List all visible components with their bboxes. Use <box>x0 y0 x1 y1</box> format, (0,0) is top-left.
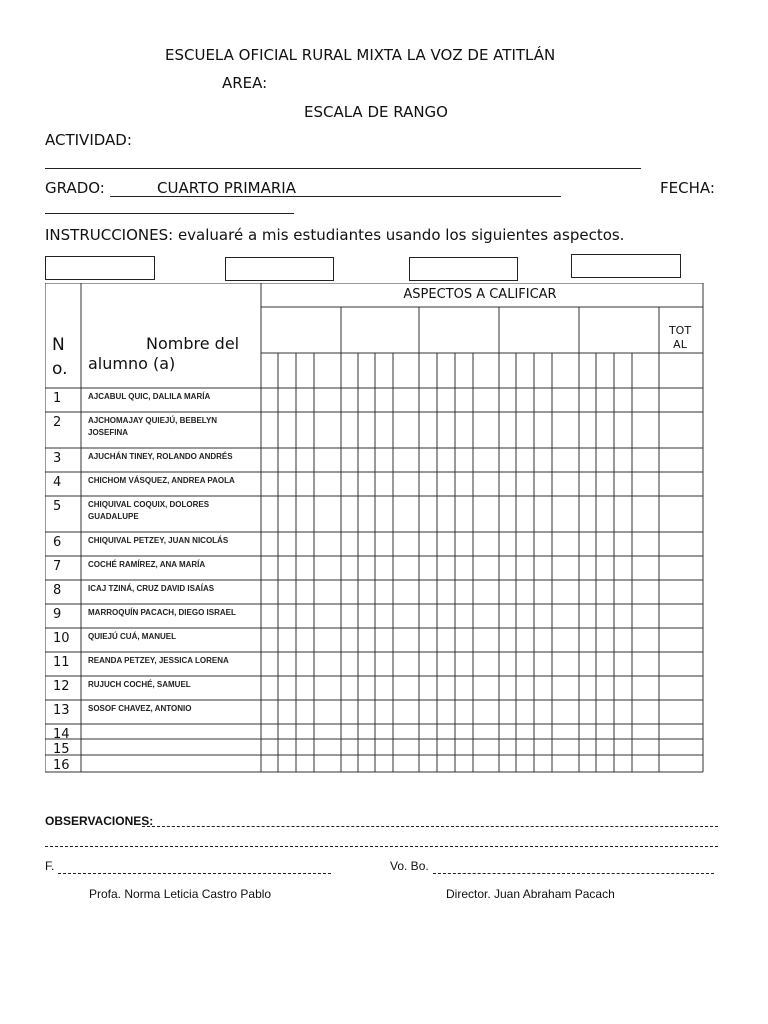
row-number: 3 <box>53 451 62 466</box>
row-number: 14 <box>53 727 70 742</box>
table-row <box>53 631 176 646</box>
vobo-line <box>433 873 714 874</box>
table-row <box>53 758 70 773</box>
name-header-line2: alumno (a) <box>88 354 176 373</box>
grading-table <box>45 283 705 775</box>
aspect-box-3[interactable] <box>409 257 518 281</box>
row-number: 9 <box>53 607 62 622</box>
row-number: 4 <box>53 475 62 490</box>
table-row <box>53 655 229 670</box>
firma-label: F. <box>45 859 55 873</box>
no-header-bottom: o. <box>52 359 68 379</box>
table-row <box>53 742 70 757</box>
row-number: 12 <box>53 679 70 694</box>
actividad-label: ACTIVIDAD: <box>45 131 132 149</box>
scale-title: ESCALA DE RANGO <box>304 103 448 121</box>
aspect-box-1[interactable] <box>45 256 155 280</box>
total-header-line2: AL <box>673 338 687 351</box>
school-title: ESCUELA OFICIAL RURAL MIXTA LA VOZ DE ATITLÁN <box>165 46 556 64</box>
observaciones-label: OBSERVACIONES: <box>45 814 154 828</box>
table-row <box>53 451 233 466</box>
table-row <box>53 415 217 437</box>
table-row <box>53 391 210 406</box>
aspects-header: ASPECTOS A CALIFICAR <box>403 287 557 302</box>
firma-line <box>58 873 331 874</box>
instrucciones-label: INSTRUCCIONES: <box>45 226 174 244</box>
table-row <box>53 559 205 574</box>
student-name-cont: GUADALUPE <box>88 512 139 521</box>
teacher-name: Profa. Norma Leticia Castro Pablo <box>89 887 272 901</box>
student-name: AJCABUL QUIC, DALILA MARÍA <box>88 392 211 401</box>
instrucciones-text: evaluaré a mis estudiantes usando los siguientes aspectos. <box>173 226 625 244</box>
student-name: SOSOF CHAVEZ, ANTONIO <box>88 704 192 713</box>
area-label: AREA: <box>222 74 268 92</box>
student-name: AJCHOMAJAY QUIEJÚ, BEBELYN <box>88 416 218 425</box>
observaciones-line-1 <box>142 826 718 827</box>
student-name: REANDA PETZEY, JESSICA LORENA <box>88 656 229 665</box>
row-number: 11 <box>53 655 70 670</box>
instrucciones <box>45 226 624 244</box>
row-number: 8 <box>53 583 62 598</box>
student-name: ICAJ TZINÁ, CRUZ DAVID ISAÍAS <box>88 584 215 593</box>
row-number: 7 <box>53 559 62 574</box>
student-name: QUIEJÚ CUÁ, MANUEL <box>88 632 177 641</box>
student-name: COCHÉ RAMÍREZ, ANA MARÍA <box>88 560 206 569</box>
aspect-box-4[interactable] <box>571 254 681 278</box>
aspect-box-2[interactable] <box>225 257 334 281</box>
row-number: 16 <box>53 758 70 773</box>
table-row <box>53 535 229 550</box>
row-number: 5 <box>53 499 62 514</box>
director-name: Director. Juan Abraham Pacach <box>446 887 615 901</box>
student-name-cont: JOSEFINA <box>88 428 129 437</box>
fecha-label: FECHA: <box>660 179 715 197</box>
table-row <box>53 499 210 521</box>
student-name: CHIQUIVAL PETZEY, JUAN NICOLÁS <box>88 536 229 545</box>
student-name: CHICHOM VÁSQUEZ, ANDREA PAOLA <box>88 476 235 485</box>
row-number: 15 <box>53 742 70 757</box>
fecha-line <box>45 213 294 214</box>
table-row <box>53 583 215 598</box>
row-number: 10 <box>53 631 70 646</box>
table-row <box>53 607 236 622</box>
name-header-line1: Nombre del <box>146 334 240 353</box>
student-name: CHIQUIVAL COQUIX, DOLORES <box>88 500 210 509</box>
student-name: RUJUCH COCHÉ, SAMUEL <box>88 680 191 689</box>
table-row <box>53 475 235 490</box>
row-number: 13 <box>53 703 70 718</box>
student-name: AJUCHÁN TINEY, ROLANDO ANDRÉS <box>88 452 233 461</box>
table-row <box>53 679 191 694</box>
actividad-line <box>45 168 641 169</box>
row-number: 2 <box>53 415 62 430</box>
total-header-line1: TOT <box>668 324 692 337</box>
row-number: 6 <box>53 535 62 550</box>
grado-label: GRADO: <box>45 179 105 197</box>
observaciones-line-2 <box>45 846 718 847</box>
row-number: 1 <box>53 391 62 406</box>
grado-value: CUARTO PRIMARIA <box>157 179 296 197</box>
student-name: MARROQUÍN PACACH, DIEGO ISRAEL <box>88 608 236 617</box>
table-row <box>53 727 70 742</box>
vobo-label: Vo. Bo. <box>390 859 429 873</box>
no-header-top: N <box>52 335 65 355</box>
table-row <box>53 703 191 718</box>
